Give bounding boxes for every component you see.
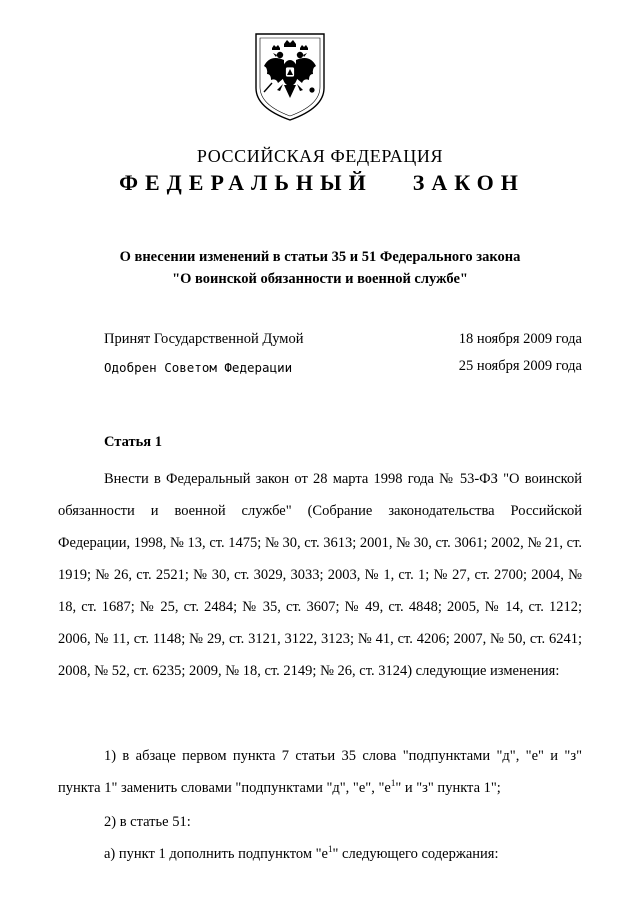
article-item-2: 2) в статье 51: [104,814,191,830]
article-heading: Статья 1 [104,434,162,450]
document-type-word-1: ФЕДЕРАЛЬНЫЙ [119,170,373,195]
item-2a-text-end: " следующего содержания: [332,846,499,862]
adoption-row-duma [104,331,582,351]
item-1-text-end: " и "з" пункта 1"; [395,780,501,796]
article-item-1 [58,740,582,804]
law-title-line-1: О внесении изменений в статьи 35 и 51 Федерального закона [119,249,521,265]
adoption-label: Принят Государственной Думой [104,331,304,347]
adoption-date: 25 ноября 2009 года [458,358,582,374]
item-2a-superscript: 1 [328,844,333,855]
law-title [0,246,640,290]
item-1-superscript: 1 [390,778,396,789]
adoption-date: 18 ноября 2009 года [458,331,582,347]
russian-coat-of-arms-icon [250,28,330,124]
country-name: РОССИЙСКАЯ ФЕДЕРАЦИЯ [196,146,444,166]
law-title-line-2: "О воинской обязанности и военной службе" [172,271,468,287]
document-type [0,170,640,196]
item-2a-text-start: а) пункт 1 дополнить подпунктом "е [104,846,328,862]
document-type-word-2: ЗАКОН [412,170,525,195]
adoption-label: Одобрен Советом Федерации [104,360,293,375]
article-intro-paragraph: Внести в Федеральный закон от 28 марта 1998 года № 53-ФЗ "О воинской обязанности и военной службе" (Собрание законодательства Российской Федерации, 1998, № 13, ст. 1475; № 30, ст. 3613; 2001, № 30, ст. 3061; 2002, № 21, ст. 1919; № 26, ст. 2521; № 30, ст. 3029, 3033; 2003, № 1, ст. 1; № 27, ст. 2700; 2004, № 18, ст. 1687; № 25, ст. 2484; № 35, ст. 3607; № 49, ст. 4848; 2005, № 14, ст. 1212; 2006, № 11, ст. 1148; № 29, ст. 3121, 3122, 3123; № 41, ст. 4206; 2007, № 50, ст. 6241; 2008, № 52, ст. 6235; 2009, № 18, ст. 2149; № 26, ст. 3124) следующие изменения: [58,471,582,679]
item-1-text-start: 1) в абзаце первом пункта 7 статьи 35 слова "подпунктами "д", "е" и "з" пункта 1" заменить словами "подпунктами "д", "е", "е [58,748,582,796]
article-item-2a [58,838,582,870]
adoption-row-federation-council [104,358,582,378]
